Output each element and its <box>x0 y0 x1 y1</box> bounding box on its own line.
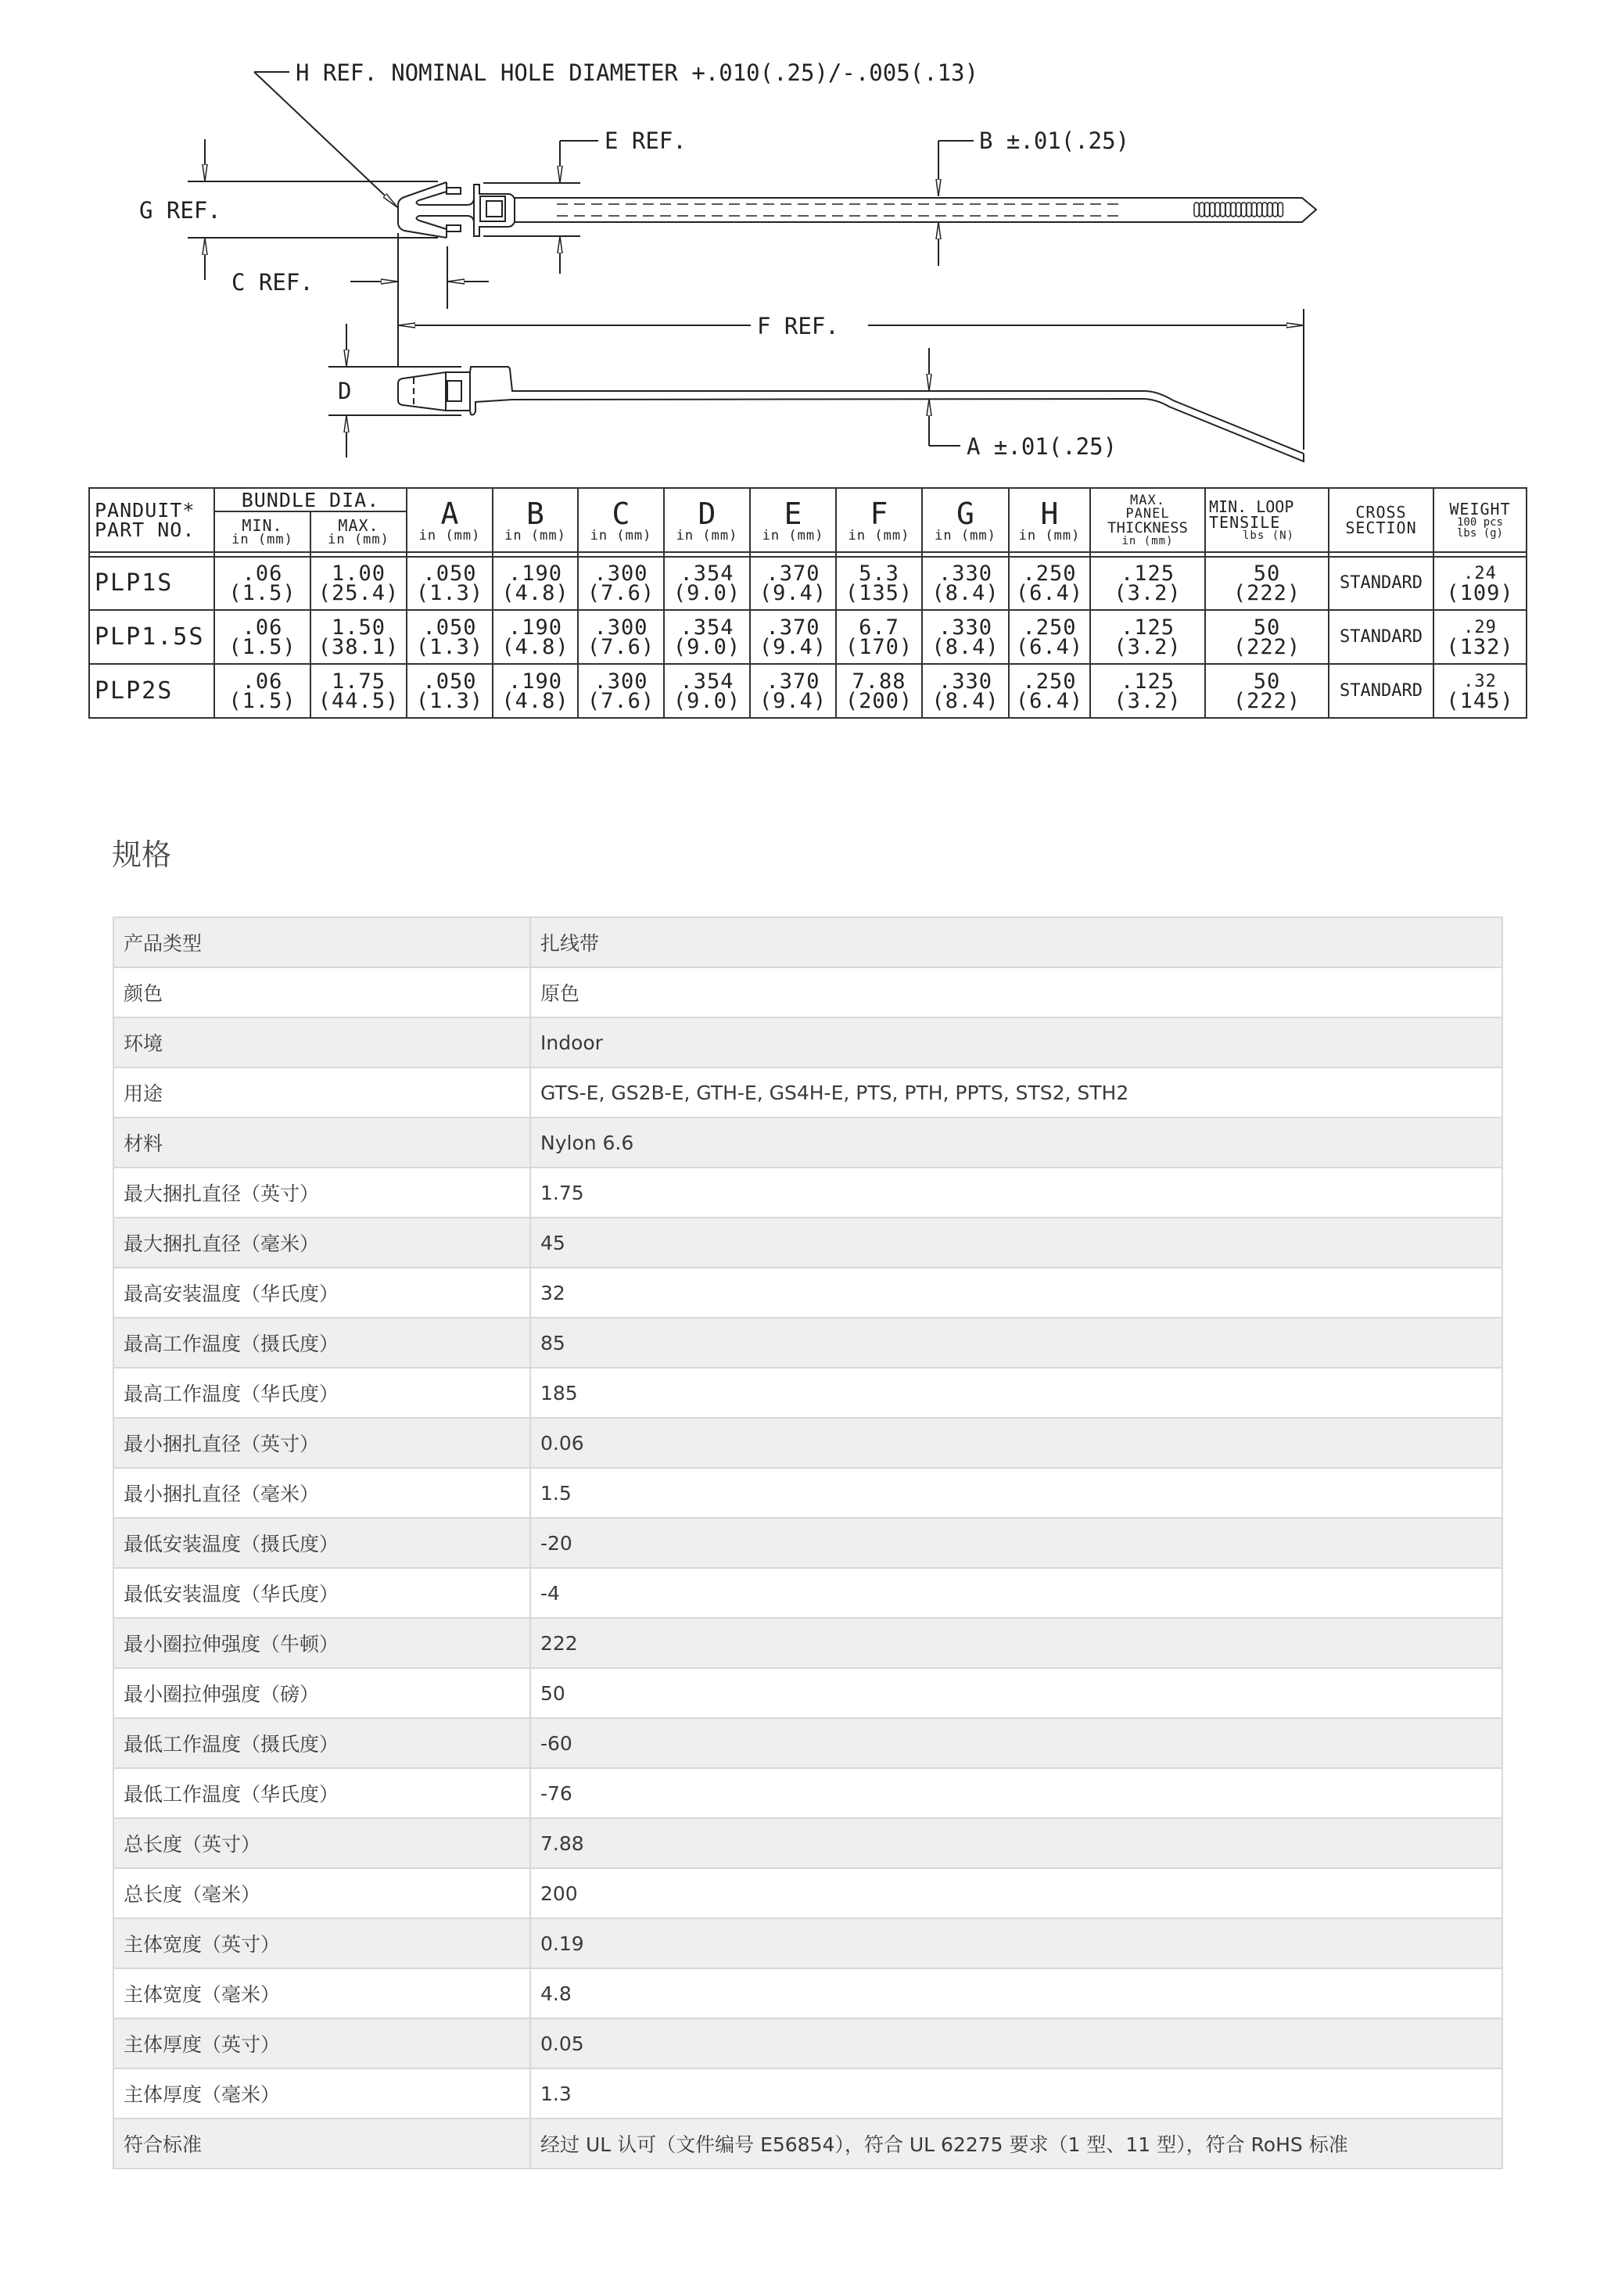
serration-tooth <box>1231 203 1236 217</box>
serration-tooth <box>1221 203 1225 217</box>
spec-value: 0.19 <box>530 1918 1502 1968</box>
dimension-cell <box>493 610 578 664</box>
header-col-f: F in (mm) <box>836 488 922 552</box>
spec-row <box>113 1218 1502 1268</box>
dimension-cell <box>1090 664 1205 718</box>
header-weight: WEIGHT 100 pcs lbs (g) <box>1433 488 1527 552</box>
spec-row <box>113 1468 1502 1518</box>
dimension-cell <box>407 557 493 610</box>
strap-serrations <box>1194 203 1283 217</box>
spec-key: 主体厚度（毫米） <box>113 2068 530 2118</box>
dimension-cell <box>922 557 1009 610</box>
g-ref-label: G REF. <box>139 197 221 224</box>
part-number: PLP1.5S <box>89 610 214 664</box>
value-metric: (4.8) <box>501 634 569 659</box>
value-metric: (1.3) <box>415 581 484 605</box>
value-inch: 7.88 <box>852 669 906 694</box>
value-metric: (7.6) <box>587 581 655 605</box>
spec-value: 1.3 <box>530 2068 1502 2118</box>
cable-tie-strap-top <box>515 198 1316 222</box>
serration-tooth <box>1278 203 1283 217</box>
spec-value: 4.8 <box>530 1968 1502 2018</box>
dimension-cell <box>1009 664 1090 718</box>
value-inch: .370 <box>766 669 820 694</box>
spec-value: 1.5 <box>530 1468 1502 1518</box>
dimension-cell <box>922 664 1009 718</box>
value-inch: .354 <box>680 561 734 586</box>
value-inch: .300 <box>594 615 648 640</box>
header-col-d: D in (mm) <box>664 488 750 552</box>
value-metric: (3.2) <box>1114 634 1182 659</box>
spec-key: 符合标准 <box>113 2118 530 2169</box>
spec-value: -4 <box>530 1568 1502 1618</box>
cable-tie-technical-drawing <box>0 0 1611 469</box>
serration-tooth <box>1247 203 1251 217</box>
dimension-row <box>89 557 1527 610</box>
part-number: PLP2S <box>89 664 214 718</box>
dimension-cell <box>310 610 407 664</box>
dimension-row <box>89 610 1527 664</box>
value-metric: (4.8) <box>501 581 569 605</box>
spec-key: 最低安装温度（摄氏度） <box>113 1518 530 1568</box>
value-inch: .300 <box>594 669 648 694</box>
value-inch: 50 <box>1253 615 1281 640</box>
value-inch: .330 <box>938 561 993 586</box>
dimension-cell <box>407 610 493 664</box>
value-inch: .050 <box>422 615 477 640</box>
spec-row <box>113 2018 1502 2068</box>
spec-key: 颜色 <box>113 967 530 1017</box>
dimension-cell <box>750 610 836 664</box>
value-inch: .250 <box>1022 561 1077 586</box>
c-ref-dimension <box>350 233 489 309</box>
spec-row <box>113 1318 1502 1368</box>
spec-value: GTS-E, GS2B-E, GTH-E, GS4H-E, PTS, PTH, PPTS, STS2, STH2 <box>530 1067 1502 1118</box>
value-metric: (9.4) <box>759 634 827 659</box>
dimension-cell <box>493 557 578 610</box>
dimension-cell <box>578 664 664 718</box>
dimension-table <box>88 487 1527 719</box>
dimension-cell <box>578 610 664 664</box>
value-metric: (222) <box>1232 688 1301 713</box>
spec-value: Nylon 6.6 <box>530 1118 1502 1168</box>
header-bundle-dia: BUNDLE DIA. <box>214 488 407 511</box>
spec-key: 最低安装温度（华氏度） <box>113 1568 530 1618</box>
spec-key: 最大捆扎直径（英寸） <box>113 1168 530 1218</box>
dimension-cell <box>578 557 664 610</box>
value-inch: .06 <box>242 669 283 694</box>
header-bundle-max: MAX. in (mm) <box>310 511 407 552</box>
weight-lbs: .32 <box>1463 671 1497 691</box>
spec-section-title: 规格 <box>112 838 172 872</box>
dimension-cell <box>214 610 310 664</box>
value-metric: (6.4) <box>1015 634 1084 659</box>
dimension-cell <box>664 610 750 664</box>
dimension-cell <box>493 664 578 718</box>
spec-row <box>113 1668 1502 1718</box>
spec-row <box>113 1017 1502 1067</box>
spec-value: -60 <box>530 1718 1502 1768</box>
cross-section-value: STANDARD <box>1329 557 1433 610</box>
dimension-cell <box>836 664 922 718</box>
f-ref-dimension <box>398 309 1304 450</box>
value-metric: (8.4) <box>931 634 999 659</box>
spec-row <box>113 1067 1502 1118</box>
value-inch: .125 <box>1120 561 1175 586</box>
weight-cell <box>1433 557 1527 610</box>
header-col-h: H in (mm) <box>1009 488 1090 552</box>
cable-tie-head-top <box>398 182 515 238</box>
h-ref-leader <box>254 72 397 207</box>
dimension-cell <box>750 557 836 610</box>
e-ref-label: E REF. <box>605 127 687 154</box>
spec-key: 总长度（英寸） <box>113 1818 530 1868</box>
dimension-cell <box>750 664 836 718</box>
spec-value: 222 <box>530 1618 1502 1668</box>
spec-value: Indoor <box>530 1017 1502 1067</box>
b-dimension <box>938 141 974 266</box>
spec-row <box>113 2068 1502 2118</box>
dimension-cell <box>836 610 922 664</box>
spec-row <box>113 1118 1502 1168</box>
spec-value: 1.75 <box>530 1168 1502 1218</box>
header-col-b: B in (mm) <box>493 488 578 552</box>
spec-row <box>113 1718 1502 1768</box>
dimension-cell <box>1205 610 1329 664</box>
header-min-loop-tensile: MIN. LOOP TENSILE lbs (N) <box>1205 488 1329 552</box>
spec-key: 最小捆扎直径（英寸） <box>113 1418 530 1468</box>
part-number: PLP1S <box>89 557 214 610</box>
c-ref-label: C REF. <box>231 269 314 296</box>
spec-row <box>113 1568 1502 1618</box>
value-metric: (7.6) <box>587 688 655 713</box>
serration-tooth <box>1215 203 1220 217</box>
value-metric: (9.0) <box>673 688 741 713</box>
value-metric: (25.4) <box>318 581 400 605</box>
dimension-cell <box>310 557 407 610</box>
value-inch: 50 <box>1253 669 1281 694</box>
spec-value: 85 <box>530 1318 1502 1368</box>
serration-tooth <box>1268 203 1272 217</box>
dimension-cell <box>1090 557 1205 610</box>
spec-key: 最低工作温度（华氏度） <box>113 1768 530 1818</box>
value-metric: (6.4) <box>1015 688 1084 713</box>
header-panel-thickness: MAX. PANEL THICKNESS in (mm) <box>1090 488 1205 552</box>
dimension-cell <box>664 557 750 610</box>
spec-key: 最高工作温度（华氏度） <box>113 1368 530 1418</box>
dimension-cell <box>1205 664 1329 718</box>
dimension-cell <box>214 557 310 610</box>
spec-key: 主体宽度（英寸） <box>113 1918 530 1968</box>
value-metric: (38.1) <box>318 634 400 659</box>
spec-row <box>113 2118 1502 2169</box>
spec-value: 185 <box>530 1368 1502 1418</box>
spec-key: 主体厚度（英寸） <box>113 2018 530 2068</box>
value-inch: .250 <box>1022 669 1077 694</box>
spec-key: 总长度（毫米） <box>113 1868 530 1918</box>
spec-value: 200 <box>530 1868 1502 1918</box>
g-ref-dimension <box>188 139 438 280</box>
cross-section-value: STANDARD <box>1329 664 1433 718</box>
serration-tooth <box>1252 203 1257 217</box>
serration-tooth <box>1225 203 1230 217</box>
spec-value: 0.06 <box>530 1418 1502 1468</box>
dimension-cell <box>664 664 750 718</box>
dimension-cell <box>214 664 310 718</box>
value-inch: .300 <box>594 561 648 586</box>
value-inch: .06 <box>242 561 283 586</box>
spec-key: 用途 <box>113 1067 530 1118</box>
spec-row <box>113 1868 1502 1918</box>
value-inch: .125 <box>1120 615 1175 640</box>
value-metric: (7.6) <box>587 634 655 659</box>
value-inch: 50 <box>1253 561 1281 586</box>
weight-grams: (132) <box>1446 634 1514 659</box>
a-tolerance-label: A ±.01(.25) <box>967 433 1118 460</box>
spec-row <box>113 1268 1502 1318</box>
serration-tooth <box>1204 203 1209 217</box>
spec-value: -76 <box>530 1768 1502 1818</box>
spec-value: 7.88 <box>530 1818 1502 1868</box>
header-col-g: G in (mm) <box>922 488 1009 552</box>
value-metric: (9.0) <box>673 634 741 659</box>
header-col-a: A in (mm) <box>407 488 493 552</box>
value-metric: (44.5) <box>318 688 400 713</box>
dimension-cell <box>407 664 493 718</box>
spec-row <box>113 1768 1502 1818</box>
value-metric: (6.4) <box>1015 581 1084 605</box>
spec-key: 产品类型 <box>113 917 530 967</box>
spec-key: 最高安装温度（华氏度） <box>113 1268 530 1318</box>
value-inch: 6.7 <box>859 615 899 640</box>
value-inch: .370 <box>766 561 820 586</box>
value-metric: (170) <box>845 634 913 659</box>
value-inch: .190 <box>508 615 563 640</box>
dimension-cell <box>922 610 1009 664</box>
b-tolerance-label: B ±.01(.25) <box>979 127 1130 154</box>
value-inch: .354 <box>680 615 734 640</box>
value-inch: .370 <box>766 615 820 640</box>
value-inch: 1.75 <box>331 669 386 694</box>
e-ref-dimension <box>483 141 598 274</box>
header-col-e: E in (mm) <box>750 488 836 552</box>
spec-table <box>113 917 1503 2169</box>
spec-row <box>113 1518 1502 1568</box>
spec-key: 主体宽度（毫米） <box>113 1968 530 2018</box>
spec-key: 环境 <box>113 1017 530 1067</box>
spec-value: 45 <box>530 1218 1502 1268</box>
spec-key: 最低工作温度（摄氏度） <box>113 1718 530 1768</box>
spec-row <box>113 1168 1502 1218</box>
value-metric: (1.5) <box>228 634 296 659</box>
a-dimension <box>929 348 960 446</box>
value-metric: (3.2) <box>1114 688 1182 713</box>
spec-row <box>113 1618 1502 1668</box>
weight-lbs: .24 <box>1463 564 1497 583</box>
value-metric: (9.4) <box>759 581 827 605</box>
spec-key: 最小圈拉伸强度（牛顿） <box>113 1618 530 1668</box>
spec-value: 经过 UL 认可（文件编号 E56854），符合 UL 62275 要求（1 型、11 型），符合 RoHS 标准 <box>530 2118 1502 2169</box>
spec-key: 最高工作温度（摄氏度） <box>113 1318 530 1368</box>
dimension-cell <box>1009 610 1090 664</box>
spec-row <box>113 1918 1502 1968</box>
spec-row <box>113 1418 1502 1468</box>
value-inch: .06 <box>242 615 283 640</box>
header-col-c: C in (mm) <box>578 488 664 552</box>
serration-tooth <box>1257 203 1261 217</box>
weight-grams: (109) <box>1446 581 1514 605</box>
serration-tooth <box>1241 203 1246 217</box>
value-inch: 1.50 <box>331 615 386 640</box>
weight-lbs: .29 <box>1463 617 1497 637</box>
value-inch: 1.00 <box>331 561 386 586</box>
value-inch: .050 <box>422 669 477 694</box>
weight-grams: (145) <box>1446 688 1514 713</box>
cable-tie-side-view <box>398 367 1304 461</box>
header-cross-section: CROSS SECTION <box>1329 488 1433 552</box>
spec-key: 最小圈拉伸强度（磅） <box>113 1668 530 1718</box>
value-metric: (4.8) <box>501 688 569 713</box>
serration-tooth <box>1194 203 1199 217</box>
value-metric: (1.3) <box>415 634 484 659</box>
value-metric: (1.5) <box>228 688 296 713</box>
value-metric: (9.0) <box>673 581 741 605</box>
dimension-row <box>89 664 1527 718</box>
value-metric: (222) <box>1232 581 1301 605</box>
spec-value: 扎线带 <box>530 917 1502 967</box>
spec-value: 原色 <box>530 967 1502 1017</box>
spec-value: -20 <box>530 1518 1502 1568</box>
serration-tooth <box>1236 203 1241 217</box>
d-label: D <box>338 378 352 404</box>
spec-key: 最小捆扎直径（毫米） <box>113 1468 530 1518</box>
value-metric: (1.5) <box>228 581 296 605</box>
f-ref-label: F REF. <box>757 313 839 339</box>
header-part-no: PANDUIT* PART NO. <box>89 488 214 552</box>
value-inch: 5.3 <box>859 561 899 586</box>
value-metric: (8.4) <box>931 688 999 713</box>
spec-row <box>113 917 1502 967</box>
h-ref-label: H REF. NOMINAL HOLE DIAMETER +.010(.25)/-.005(.13) <box>296 59 978 86</box>
spec-value: 32 <box>530 1268 1502 1318</box>
value-inch: .354 <box>680 669 734 694</box>
serration-tooth <box>1273 203 1278 217</box>
value-metric: (3.2) <box>1114 581 1182 605</box>
value-inch: .330 <box>938 669 993 694</box>
value-inch: .330 <box>938 615 993 640</box>
value-metric: (200) <box>845 688 913 713</box>
dimension-cell <box>836 557 922 610</box>
dimension-cell <box>310 664 407 718</box>
serration-tooth <box>1262 203 1267 217</box>
spec-key: 最大捆扎直径（毫米） <box>113 1218 530 1268</box>
value-metric: (8.4) <box>931 581 999 605</box>
spec-row <box>113 1818 1502 1868</box>
dimension-cell <box>1205 557 1329 610</box>
spec-value: 0.05 <box>530 2018 1502 2068</box>
dimension-cell <box>1009 557 1090 610</box>
serration-tooth <box>1200 203 1204 217</box>
value-inch: .250 <box>1022 615 1077 640</box>
value-metric: (1.3) <box>415 688 484 713</box>
spec-row <box>113 1368 1502 1418</box>
value-inch: .190 <box>508 669 563 694</box>
value-inch: .125 <box>1120 669 1175 694</box>
spec-row <box>113 967 1502 1017</box>
value-metric: (222) <box>1232 634 1301 659</box>
spec-value: 50 <box>530 1668 1502 1718</box>
cross-section-value: STANDARD <box>1329 610 1433 664</box>
spec-key: 材料 <box>113 1118 530 1168</box>
dimension-cell <box>1090 610 1205 664</box>
spec-row <box>113 1968 1502 2018</box>
value-inch: .190 <box>508 561 563 586</box>
weight-cell <box>1433 664 1527 718</box>
header-bundle-min: MIN. in (mm) <box>214 511 310 552</box>
weight-cell <box>1433 610 1527 664</box>
value-inch: .050 <box>422 561 477 586</box>
serration-tooth <box>1210 203 1215 217</box>
value-metric: (9.4) <box>759 688 827 713</box>
value-metric: (135) <box>845 581 913 605</box>
